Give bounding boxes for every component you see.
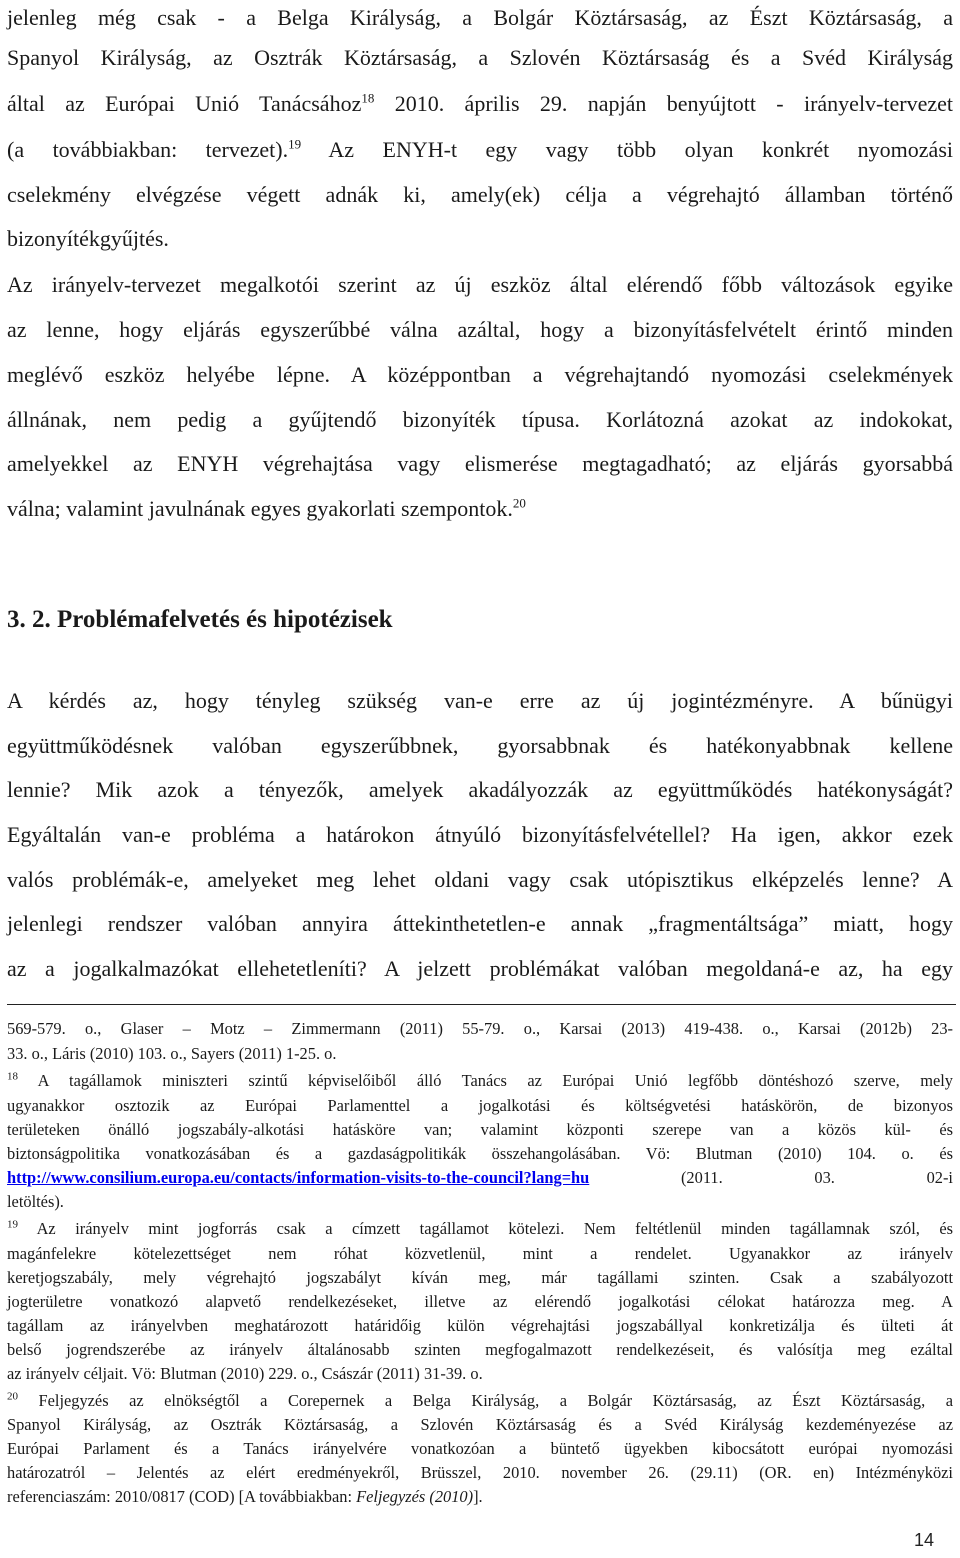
body-line: válna; valamint javulnának egyes gyakorlati szempontok.$^{20}$ bbox=[7, 495, 526, 521]
footnote-line: letöltés). bbox=[7, 1192, 64, 1211]
footnote-number: 18 bbox=[7, 1070, 18, 1083]
footnote-ref-19[interactable]: 19 bbox=[288, 136, 302, 152]
body-line: jelenlegi rendszer valóban annyira áttekinthetetlen-e annak „fragmentáltsága” miatt, hogy bbox=[7, 911, 953, 936]
footnote-line: határozatról – Jelentés az elért eredményekről, Brüsszel, 2010. november 26. (29.11) (OR. en) Intézményközi bbox=[7, 1463, 953, 1482]
body-line: által az Európai Unió Tanácsához$^{18}$ 2010. április 29. napján benyújtott - irányelv-tervezet bbox=[7, 90, 953, 116]
page-number: 14 bbox=[913, 1530, 934, 1550]
body-line: cselekmény elvégzése végett adnák ki, amely(ek) célja a végrehajtó államban történő bbox=[7, 182, 953, 207]
body-line: bizonyítékgyűjtés. bbox=[7, 226, 169, 251]
footnote-line: ugyanakkor osztozik az Európai Parlamenttel a jogalkotási és költségvetési hatáskörön, de bizonyos bbox=[7, 1096, 953, 1115]
section-heading: 3. 2. Problémafelvetés és hipotézisek bbox=[7, 606, 393, 633]
footnote-line: keretjogszabály, mely végrehajtó jogszabályt kíván meg, már tagállami szinten. Csak a szabályozott bbox=[7, 1268, 953, 1287]
footnote-line: referenciaszám: 2010/0817 (COD) [A továbbiakban: Feljegyzés (2010)]. bbox=[7, 1487, 483, 1506]
footnote-line: tagállam az irányelvben meghatározott határidőig külön végrehajtási jogszabállyal konkretizálja és ülteti át bbox=[7, 1316, 953, 1335]
body-line: az a jogalkalmazókat ellehetetleníti? A jelzett problémákat valóban megoldaná-e az, ha egy bbox=[7, 956, 953, 981]
footnote-ref-20[interactable]: 20 bbox=[512, 495, 526, 511]
body-line: Egyáltalán van-e probléma a határokon átnyúló bizonyításfelvétellel? Ha igen, akkor ezek bbox=[7, 822, 953, 847]
footnote-number: 20 bbox=[7, 1390, 18, 1403]
council-info-link[interactable]: http://www.consilium.europa.eu/contacts/information-visits-to-the-council?lang=hu bbox=[7, 1168, 590, 1187]
footnote-line: 569-579. o., Glaser – Motz – Zimmermann (2011) 55-79. o., Karsai (2013) 419-438. o., Karsai (2012b) 23- bbox=[7, 1019, 953, 1038]
body-line: (a továbbiakban: tervezet).$^{19}$ Az ENYH-t egy vagy több olyan konkrét nyomozási bbox=[7, 136, 953, 162]
footnote-line: Spanyol Királyság, az Osztrák Köztársaság, a Szlovén Köztársaság és a Svéd Királyság kezdeményezése az bbox=[7, 1415, 953, 1434]
body-line: valós problémák-e, amelyeket meg lehet oldani vagy csak utópisztikus elképzelés lenne? A bbox=[7, 867, 953, 892]
body-line: állnának, nem pedig a gyűjtendő bizonyíték típusa. Korlátozná azokat az indokokat, bbox=[7, 407, 953, 432]
body-line: együttműködésnek valóban egyszerűbbnek, gyorsabbnak és hatékonyabbnak kellene bbox=[7, 733, 953, 758]
footnote-20: $^{20}$ Feljegyzés az elnökségtől a Corepernek a Belga Királyság, a Bolgár Köztársaság, az Észt Köztársaság, a bbox=[7, 1390, 953, 1410]
body-line: meglévő eszköz helyébe lépne. A középpontban a végrehajtandó nyomozási cselekmények bbox=[7, 362, 953, 387]
footnote-line: magánfelekre kötelezettséget nem róhat közvetlenül, mint a rendelet. Ugyanakkor az irányelv bbox=[7, 1244, 953, 1263]
footnote-18: $^{18}$ A tagállamok miniszteri szintű képviselőiből álló Tanács az Európai Unió legfőbb döntéshozó szerve, mely bbox=[7, 1070, 953, 1090]
footnote-line: Európai Parlament és a Tanács irányelvére vonatkozóan a büntető ügyekben kibocsátott európai nyomozási bbox=[7, 1439, 953, 1458]
footnote-line: jogterületre vonatkozó alapvető rendelkezéseket, illetve az elérendő jogalkotási célokat határozza meg. A bbox=[7, 1292, 953, 1311]
footnote-ref-18[interactable]: 18 bbox=[361, 90, 375, 106]
footnote-line: http://www.consilium.europa.eu/contacts/information-visits-to-the-council?lang=hu (2011. 03. 02-i bbox=[7, 1168, 953, 1187]
footnote-line: az irányelv céljait. Vö: Blutman (2010) 229. o., Császár (2011) 31-39. o. bbox=[7, 1364, 483, 1383]
footnote-line: területeken önálló jogszabály-alkotási hatásköre van; valamint központi szerepe van a közös kül- és bbox=[7, 1120, 953, 1139]
body-line: jelenleg még csak - a Belga Királyság, a Bolgár Köztársaság, az Észt Köztársaság, a bbox=[7, 5, 953, 30]
body-line: az lenne, hogy eljárás egyszerűbbé válna azáltal, hogy a bizonyításfelvételt érintő minden bbox=[7, 317, 953, 342]
footnote-separator bbox=[7, 1004, 956, 1005]
body-line: Spanyol Királyság, az Osztrák Köztársaság, a Szlovén Köztársaság és a Svéd Királyság bbox=[7, 45, 953, 70]
footnote-line: belső jogrendszerébe az irányelv általánosabb szinten megfogalmazott rendelkezéseit, és valósítja meg ezáltal bbox=[7, 1340, 953, 1359]
footnote-19: $^{19}$ Az irányelv mint jogforrás csak a címzett tagállamot kötelezi. Nem feltétlenül minden tagállamnak szól, és bbox=[7, 1218, 953, 1238]
footnote-line: biztonságpolitika vonatkozásában és a gazdaságpolitikák összehangolásában. Vö: Blutman (2010) 104. o. és bbox=[7, 1144, 953, 1163]
footnote-number: 19 bbox=[7, 1218, 18, 1231]
footnote-line: 33. o., Láris (2010) 103. o., Sayers (2011) 1-25. o. bbox=[7, 1044, 337, 1063]
body-line: Az irányelv-tervezet megalkotói szerint az új eszköz által elérendő főbb változások egyike bbox=[7, 272, 953, 297]
body-line: A kérdés az, hogy tényleg szükség van-e erre az új jogintézményre. A bűnügyi bbox=[7, 688, 953, 713]
body-line: lennie? Mik azok a tényezők, amelyek akadályozzák az együttműködés hatékonyságát? bbox=[7, 777, 953, 802]
body-line: amelyekkel az ENYH végrehajtása vagy elismerése megtagadható; az eljárás gyorsabbá bbox=[7, 451, 953, 476]
